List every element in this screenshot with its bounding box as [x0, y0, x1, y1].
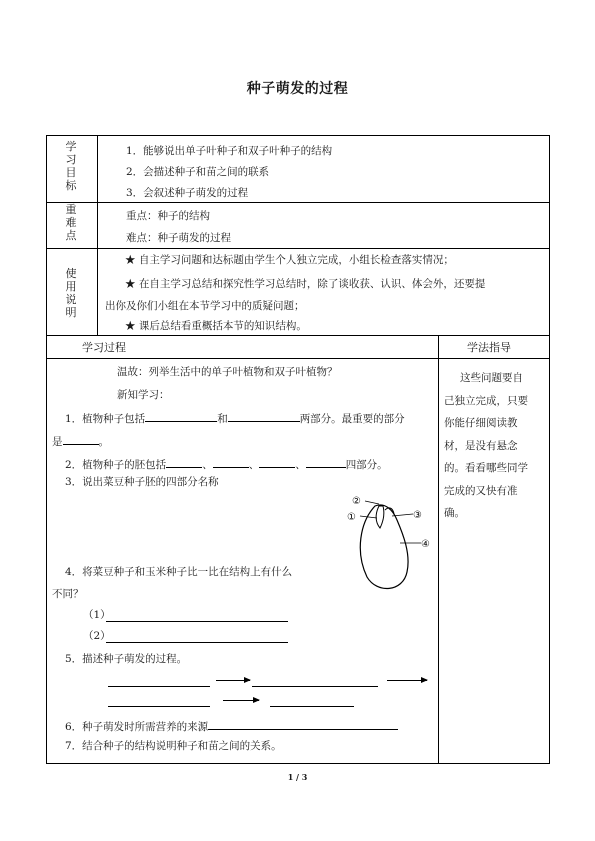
process-header: 学习过程 [82, 341, 126, 354]
usage-note: ★ 自主学习问题和达标题由学生个人独立完成，小组长检查落实情况； [125, 254, 454, 266]
keypoints-label: 重难点 [65, 203, 77, 242]
usage-label: 使用说明 [65, 267, 77, 319]
answer-blank[interactable] [208, 718, 398, 730]
diagram-label: ① [347, 512, 356, 523]
method-guidance: 这些问题要自 己独立完成，只要 你能仔细阅读教 材，是没有悬念 的。看看哪些同学 完成的又快有准 确。 [444, 372, 528, 519]
answer-line[interactable] [270, 706, 354, 707]
diagram-label: ③ [413, 510, 422, 521]
difficult-point: 难点：种子萌发的过程 [126, 232, 231, 244]
usage-note: ★ 课后总结看重概括本节的知识结构。 [125, 320, 307, 332]
objectives-label: 学习目标 [65, 140, 77, 192]
review-question: 温故：列举生活中的单子叶植物和双子叶植物？ [117, 366, 338, 378]
question-6: 6．种子萌发时所需营养的来源 [65, 718, 398, 733]
answer-line[interactable] [106, 621, 288, 622]
process-arrow [223, 700, 259, 701]
usage-note: ★ 在自主学习总结和探究性学习总结时，除了谈收获、认识、体会外，还要提 [125, 278, 486, 290]
key-point: 重点：种子的结构 [126, 210, 210, 222]
question-2: 2．植物种子的胚包括 、 、 、 四部分。 [65, 456, 388, 471]
process-arrow [216, 680, 250, 681]
plumule [376, 506, 384, 528]
option-1-label: （1） [83, 609, 111, 621]
objective-item: 1．能够说出单子叶种子和双子叶种子的结构 [126, 145, 333, 157]
usage-note: 出你及你们小组在本节学习中的质疑问题； [105, 300, 305, 312]
new-learning-label: 新知学习： [117, 389, 170, 401]
page-number: 1 / 3 [287, 772, 308, 782]
answer-line[interactable] [108, 686, 210, 687]
answer-line[interactable] [106, 642, 288, 643]
row-divider [46, 358, 549, 359]
answer-blank[interactable] [306, 456, 346, 468]
question-7: 7．结合种子的结构说明种子和苗之间的关系。 [65, 740, 282, 752]
row-divider [46, 202, 549, 203]
question-1-cont: 是 。 [52, 433, 109, 448]
answer-blank[interactable] [145, 410, 217, 422]
answer-blank[interactable] [213, 456, 249, 468]
row-divider [46, 335, 549, 336]
method-header: 学法指导 [467, 341, 511, 354]
objective-item: 3．会叙述种子萌发的过程 [126, 187, 249, 199]
page-title: 种子萌发的过程 [246, 81, 349, 97]
option-2-label: （2） [83, 630, 111, 642]
bean-seed-diagram [345, 492, 435, 596]
answer-line[interactable] [108, 706, 210, 707]
diagram-label: ④ [421, 539, 430, 550]
answer-blank[interactable] [63, 433, 99, 445]
answer-line[interactable] [252, 686, 378, 687]
question-3: 3．说出菜豆种子胚的四部分名称 [65, 476, 219, 488]
answer-blank[interactable] [228, 410, 300, 422]
question-4-cont: 不同？ [52, 588, 84, 600]
seed-outline [360, 505, 408, 589]
objective-item: 2．会描述种子和苗之间的联系 [126, 166, 270, 178]
process-arrow [387, 680, 427, 681]
label-column-divider [97, 135, 98, 335]
row-divider [46, 248, 549, 249]
method-column-divider [438, 335, 439, 763]
question-4: 4．将菜豆种子和玉米种子比一比在结构上有什么 [65, 566, 293, 578]
answer-blank[interactable] [259, 456, 295, 468]
question-1: 1．植物种子包括 和 两部分。最重要的部分 [65, 410, 405, 425]
question-5: 5．描述种子萌发的过程。 [65, 653, 188, 665]
diagram-label: ② [352, 496, 361, 507]
answer-blank[interactable] [166, 456, 202, 468]
